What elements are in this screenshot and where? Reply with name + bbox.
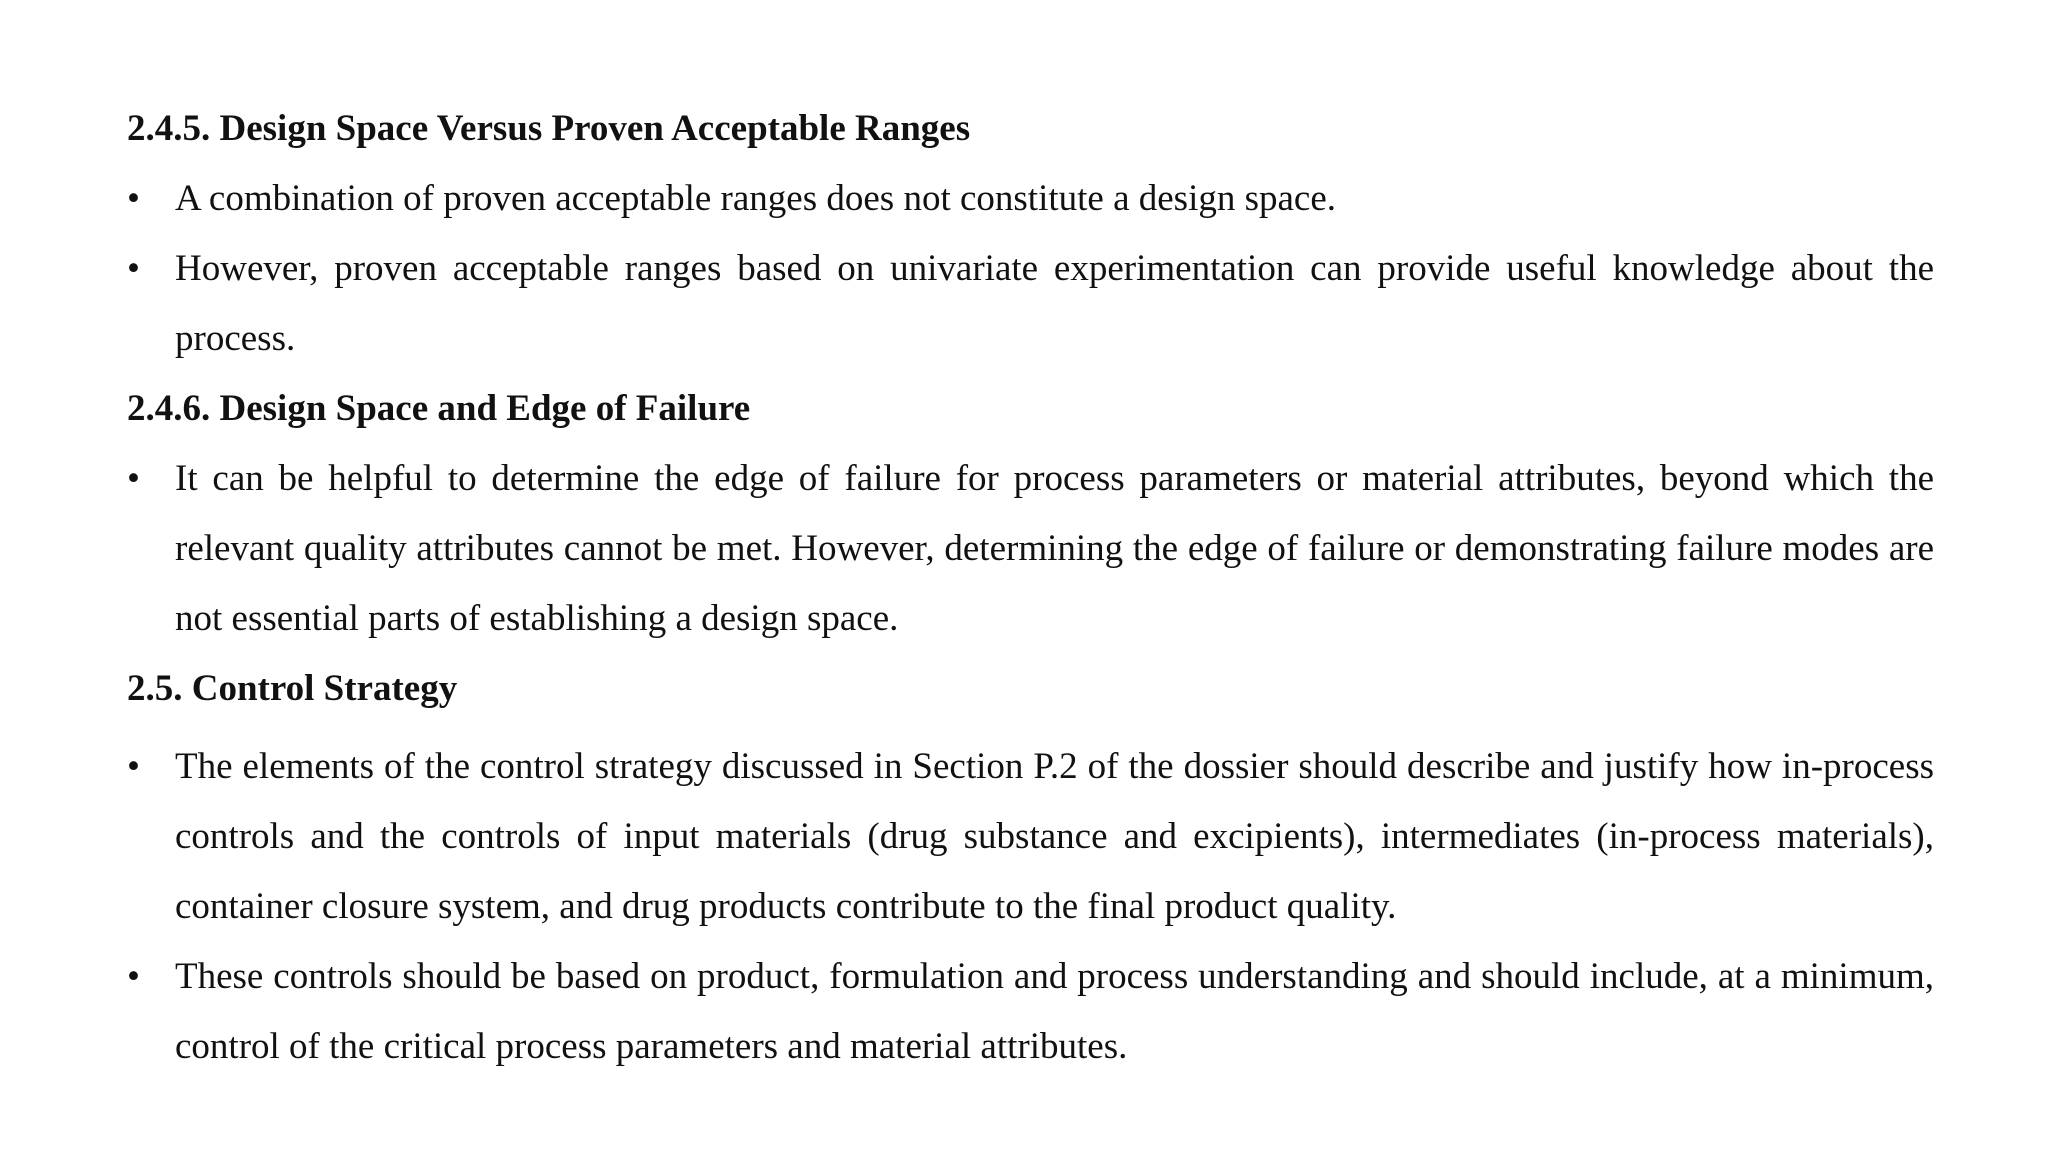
bullet-text: A combination of proven acceptable ranges does not constitute a design space.: [175, 178, 1337, 219]
section-edge-of-failure: [127, 374, 1934, 654]
section-heading: 2.4.5. Design Space Versus Proven Acceptable Ranges: [127, 108, 971, 149]
section-heading: 2.4.6. Design Space and Edge of Failure: [127, 388, 751, 429]
bullet-list: [127, 444, 1934, 654]
section-gap: [127, 724, 1934, 732]
document-page: [127, 94, 1934, 1082]
bullet-item: [127, 942, 1934, 1082]
bullet-marker: •: [127, 248, 140, 289]
bullet-text: The elements of the control strategy discussed in Section P.2 of the dossier should describe and justify how in-process controls and the controls of input materials (drug substance and excipients), intermediates (in-process materials), container closure system, and drug products contribute to the final product quality.: [175, 746, 1934, 927]
bullet-text: However, proven acceptable ranges based on univariate experimentation can provide useful knowledge about the process.: [175, 248, 1934, 359]
bullet-marker: •: [127, 956, 140, 997]
bullet-item: [127, 164, 1934, 234]
bullet-list: [127, 732, 1934, 1082]
bullet-item: [127, 732, 1934, 942]
section-design-space-vs-par: [127, 94, 1934, 374]
bullet-text: These controls should be based on product, formulation and process understanding and should include, at a minimum, control of the critical process parameters and material attributes.: [175, 956, 1934, 1067]
bullet-text: It can be helpful to determine the edge of failure for process parameters or material attributes, beyond which the relevant quality attributes cannot be met. However, determining the edge of failure or demonstrating failure modes are not essential parts of establishing a design space.: [175, 458, 1934, 639]
section-control-strategy: [127, 654, 1934, 1082]
bullet-marker: •: [127, 746, 140, 787]
bullet-marker: •: [127, 178, 140, 219]
bullet-marker: •: [127, 458, 140, 499]
bullet-item: [127, 444, 1934, 654]
section-heading: 2.5. Control Strategy: [127, 668, 458, 709]
bullet-item: [127, 234, 1934, 374]
bullet-list: [127, 164, 1934, 374]
